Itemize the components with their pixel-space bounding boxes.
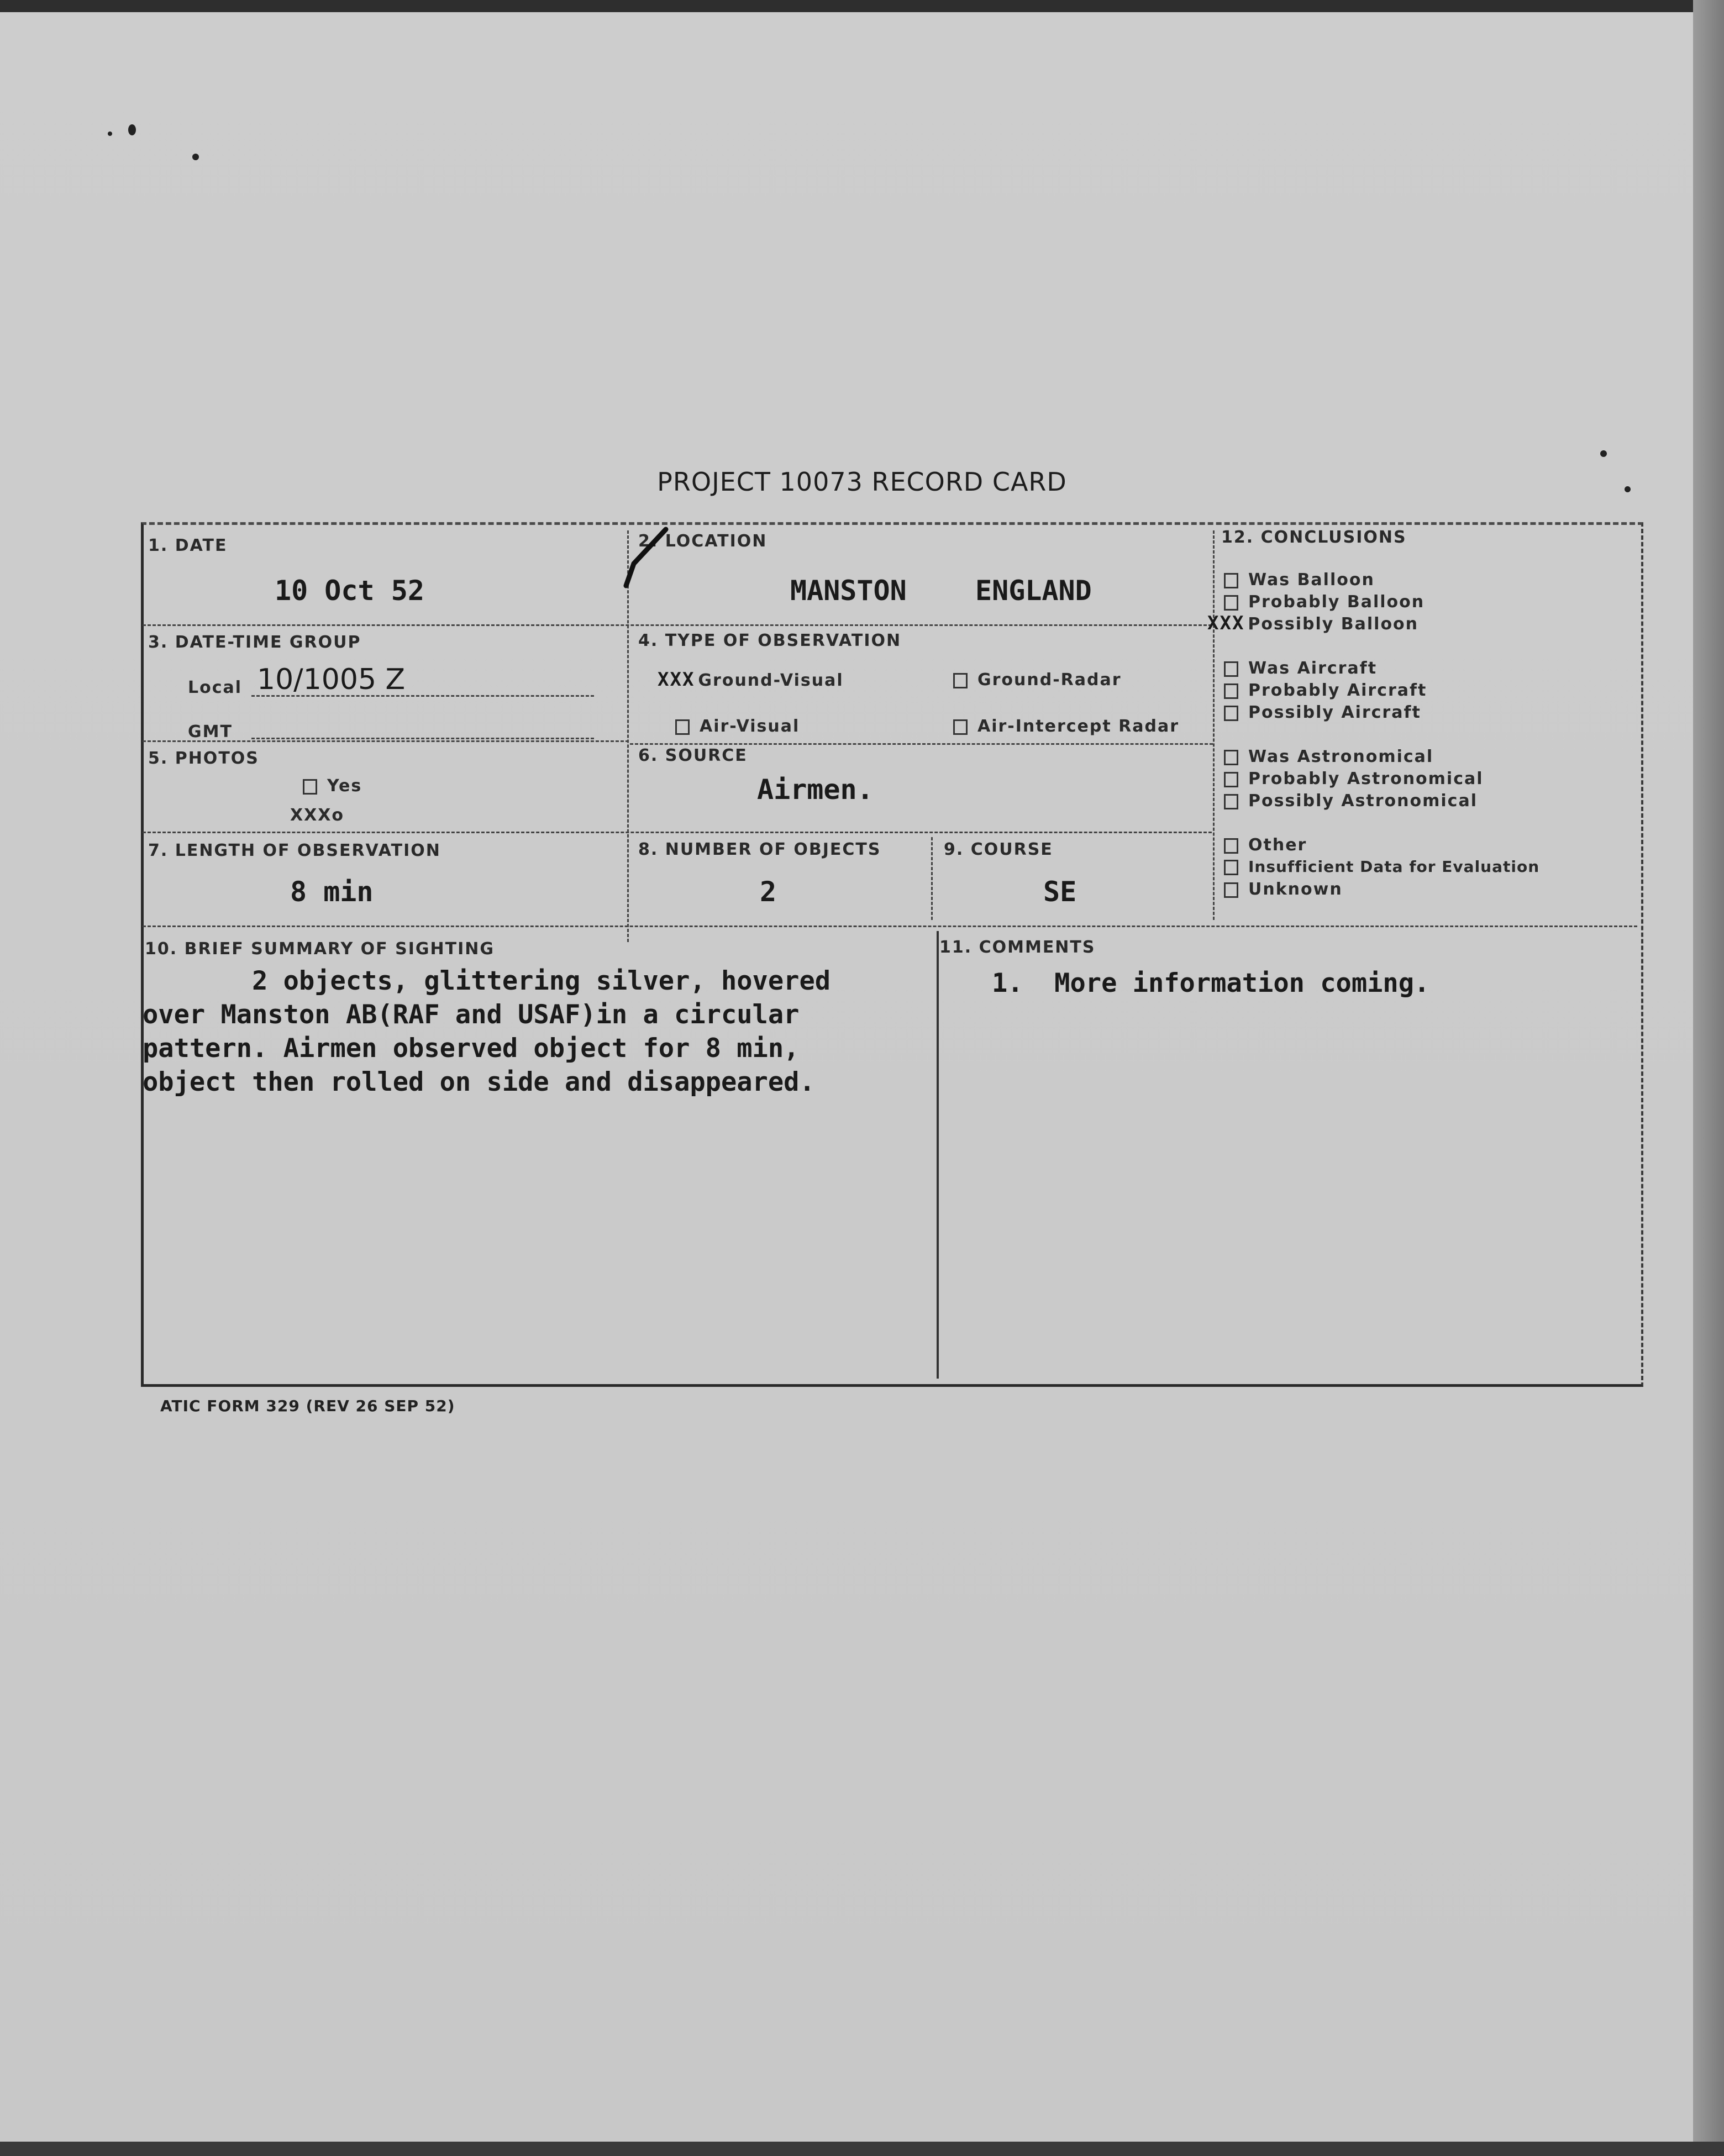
source-label: 6. SOURCE bbox=[638, 746, 748, 765]
conclusion-possibly-balloon: XXX Possibly Balloon bbox=[1207, 612, 1419, 634]
conclusion-other: Other bbox=[1224, 835, 1307, 855]
column-divider bbox=[1213, 530, 1215, 920]
checkbox bbox=[1224, 595, 1238, 611]
checkbox bbox=[1224, 772, 1238, 787]
checkbox bbox=[303, 779, 317, 795]
checkbox bbox=[1224, 661, 1238, 677]
conclusion-possibly-aircraft: Possibly Aircraft bbox=[1224, 703, 1421, 722]
photos-yes-option: Yes bbox=[303, 776, 362, 796]
column-divider bbox=[931, 837, 933, 920]
row-divider bbox=[143, 832, 1212, 833]
local-label: Local bbox=[188, 678, 243, 697]
conclusion-was-astronomical: Was Astronomical bbox=[1224, 747, 1433, 766]
course-value: SE bbox=[1043, 876, 1077, 908]
date-label: 1. DATE bbox=[148, 536, 228, 555]
summary-line: object then rolled on side and disappeared. bbox=[143, 1067, 815, 1097]
date-value: 10 Oct 52 bbox=[275, 575, 424, 607]
location-label: 2. LOCATION bbox=[638, 532, 768, 551]
checkbox bbox=[953, 719, 968, 735]
checkbox bbox=[1224, 860, 1238, 875]
number-of-objects-label: 8. NUMBER OF OBJECTS bbox=[638, 840, 881, 859]
film-top-edge bbox=[0, 0, 1724, 12]
film-bottom-edge bbox=[0, 2142, 1724, 2156]
conclusion-probably-aircraft: Probably Aircraft bbox=[1224, 681, 1427, 700]
checkbox-mark: XXX bbox=[1207, 612, 1245, 634]
photos-label: 5. PHOTOS bbox=[148, 749, 259, 768]
option-ground-radar: Ground-Radar bbox=[953, 670, 1122, 690]
location-country: ENGLAND bbox=[975, 575, 1092, 607]
checkbox bbox=[1224, 882, 1238, 898]
checkbox bbox=[675, 719, 690, 735]
comments-value: 1. More information coming. bbox=[992, 968, 1430, 998]
checkbox bbox=[1224, 683, 1238, 699]
film-speck bbox=[128, 124, 136, 135]
conclusion-unknown: Unknown bbox=[1224, 880, 1343, 899]
observation-type-label: 4. TYPE OF OBSERVATION bbox=[638, 631, 902, 650]
local-time-value: 10/1005 Z bbox=[257, 663, 406, 696]
conclusion-probably-balloon: Probably Balloon bbox=[1224, 592, 1425, 612]
film-speck bbox=[192, 154, 199, 160]
location-place: MANSTON bbox=[790, 575, 907, 607]
date-time-group-label: 3. DATE-TIME GROUP bbox=[148, 633, 361, 652]
checkbox bbox=[1224, 794, 1238, 809]
film-speck bbox=[1600, 450, 1607, 457]
option-air-visual: Air-Visual bbox=[675, 717, 800, 736]
conclusions-label: 12. CONCLUSIONS bbox=[1221, 528, 1407, 547]
conclusion-was-balloon: Was Balloon bbox=[1224, 570, 1375, 590]
length-of-observation-value: 8 min bbox=[290, 876, 374, 908]
checkbox bbox=[953, 673, 968, 688]
conclusion-insufficient-data: Insufficient Data for Evaluation bbox=[1224, 858, 1539, 876]
conclusion-probably-astronomical: Probably Astronomical bbox=[1224, 769, 1484, 788]
checkbox bbox=[1224, 573, 1238, 588]
checkbox bbox=[1224, 706, 1238, 721]
conclusion-possibly-astronomical: Possibly Astronomical bbox=[1224, 791, 1478, 811]
option-air-intercept-radar: Air-Intercept Radar bbox=[953, 717, 1179, 736]
number-of-objects-value: 2 bbox=[760, 876, 777, 908]
form-number: ATIC FORM 329 (REV 26 SEP 52) bbox=[160, 1397, 455, 1415]
row-divider bbox=[143, 624, 1212, 626]
summary-line: pattern. Airmen observed object for 8 min, bbox=[143, 1033, 800, 1064]
row-divider bbox=[143, 925, 1637, 927]
film-speck bbox=[108, 132, 112, 136]
brief-summary-text bbox=[143, 964, 938, 1099]
comments-label: 11. COMMENTS bbox=[939, 938, 1096, 957]
checkbox bbox=[1224, 838, 1238, 854]
summary-line: 2 objects, glittering silver, hovered bbox=[143, 966, 831, 996]
local-underline bbox=[251, 695, 594, 697]
length-of-observation-label: 7. LENGTH OF OBSERVATION bbox=[148, 841, 441, 860]
film-right-edge bbox=[1693, 0, 1724, 2156]
gmt-label: GMT bbox=[188, 722, 233, 742]
summary-line: over Manston AB(RAF and USAF)in a circular bbox=[143, 1000, 800, 1030]
option-ground-visual: XXX Ground-Visual bbox=[658, 669, 844, 691]
photos-no-mark: XXXo bbox=[290, 806, 344, 825]
course-label: 9. COURSE bbox=[944, 840, 1053, 859]
checkbox-mark: XXX bbox=[658, 669, 695, 691]
source-value: Airmen. bbox=[757, 774, 874, 806]
card-title: PROJECT 10073 RECORD CARD bbox=[657, 467, 1067, 497]
gmt-underline bbox=[251, 738, 594, 739]
brief-summary-label: 10. BRIEF SUMMARY OF SIGHTING bbox=[145, 939, 495, 959]
checkbox bbox=[1224, 750, 1238, 765]
handwritten-check-mark bbox=[622, 525, 671, 597]
conclusion-was-aircraft: Was Aircraft bbox=[1224, 659, 1377, 678]
row-divider bbox=[630, 743, 1213, 745]
